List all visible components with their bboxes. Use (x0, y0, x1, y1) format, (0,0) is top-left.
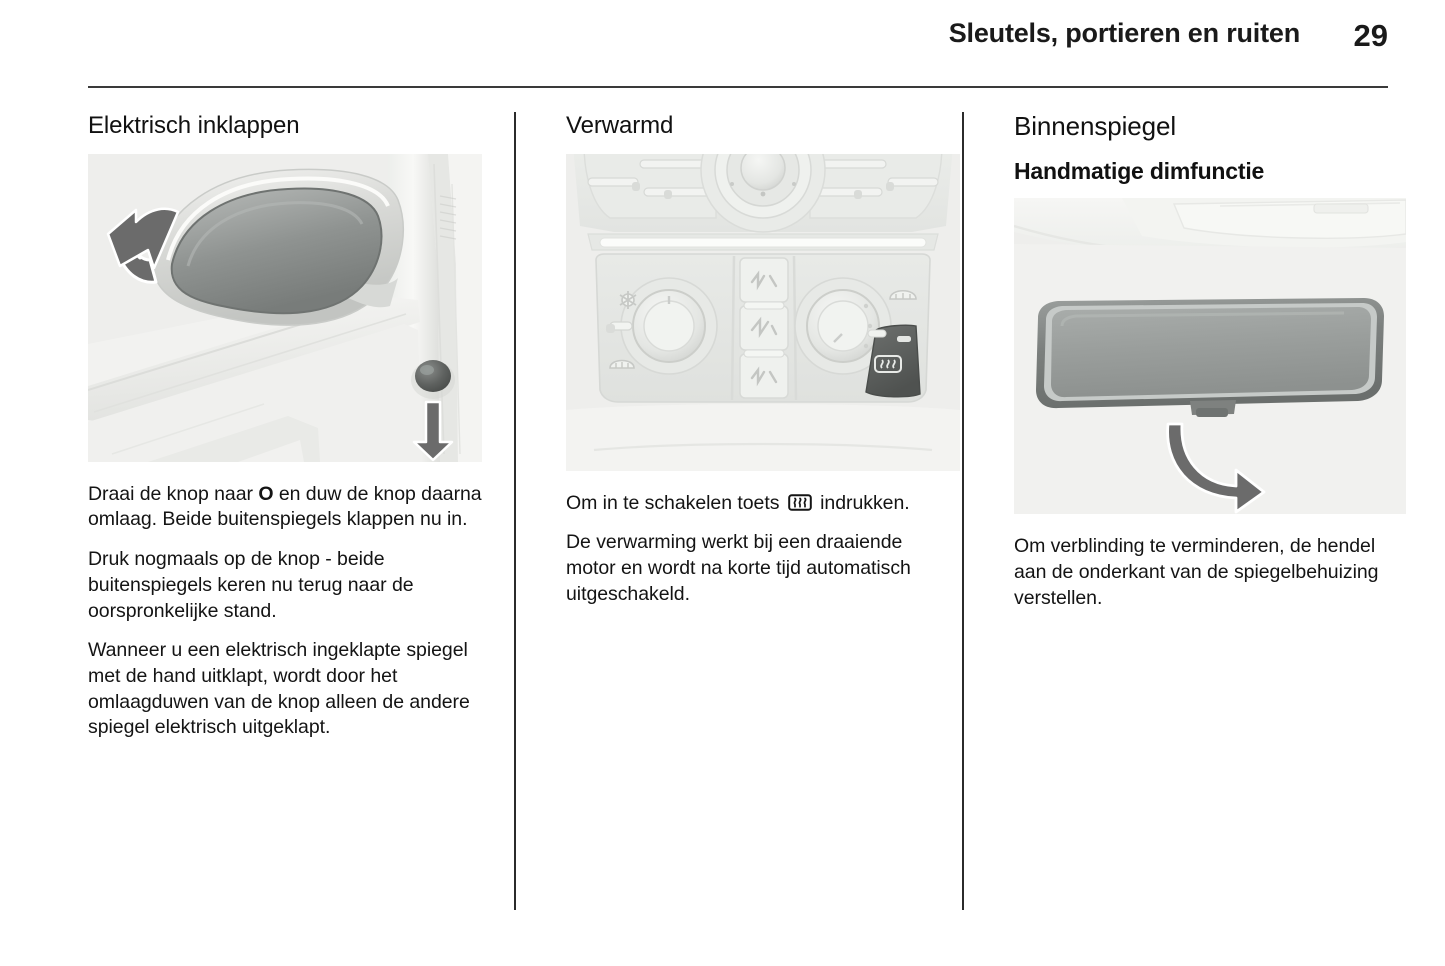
left-temperature-dial (621, 278, 717, 374)
page-title: Sleutels, portieren en ruiten (948, 18, 1300, 48)
heading-elektrisch-inklappen: Elektrisch inklappen (88, 112, 300, 139)
windshield-defrost-icon (610, 360, 634, 368)
page-header (88, 20, 1388, 86)
content-columns (88, 112, 1388, 912)
heading-verwarmd: Verwarmd (566, 112, 674, 139)
rear-window-defroster-icon (788, 494, 812, 511)
column-right (962, 112, 1388, 912)
airflow-buttons (740, 258, 788, 398)
paragraph-turn-knob (88, 482, 484, 533)
paragraph-text-after: indrukken. (814, 491, 910, 514)
heading-binnenspiegel: Binnenspiegel (1014, 111, 1177, 141)
column-left (88, 112, 514, 912)
paragraph-switch-on (566, 491, 932, 517)
header-rule (88, 86, 1388, 88)
paragraph-press-again: Druk nogmaals op de knop - beide buitenspiegels keren nu terug naar de oorspronkelijke stand. (88, 548, 414, 622)
paragraph-text-after: en duw de knop daarna omlaag. Beide buitenspiegels klappen nu in. (88, 482, 482, 531)
paragraph-manual-unfold: Wanneer u een elektrisch ingeklapte spiegel met de hand uitklapt, wordt door het omlaagduwen van de knop alleen de andere spiegel elektrisch uitgeklapt. (88, 639, 470, 739)
column-middle (514, 112, 962, 912)
page-number: 29 (1353, 18, 1388, 53)
knob-position-label: O (258, 482, 274, 505)
climate-control-console-illustration (566, 154, 960, 471)
paragraph-text-before: Om in te schakelen toets (566, 491, 785, 514)
interior-rearview-mirror-illustration (1014, 198, 1406, 514)
rearview-mirror-body (1036, 298, 1384, 408)
exterior-mirror-fold-illustration (88, 154, 482, 462)
subheading-handmatige-dimfunctie: Handmatige dimfunctie (1014, 157, 1265, 184)
paragraph-reduce-glare: Om verblinding te verminderen, de hendel aan de onderkant van de spiegelbehuizing verstellen. (1014, 535, 1379, 609)
rear-window-defroster-button-highlight (866, 325, 920, 397)
paragraph-text-before: Draai de knop naar (88, 482, 259, 505)
paragraph-heating-operation: De verwarming werkt bij een draaiende motor en wordt na korte tijd automatisch uitgeschakeld. (566, 531, 911, 605)
